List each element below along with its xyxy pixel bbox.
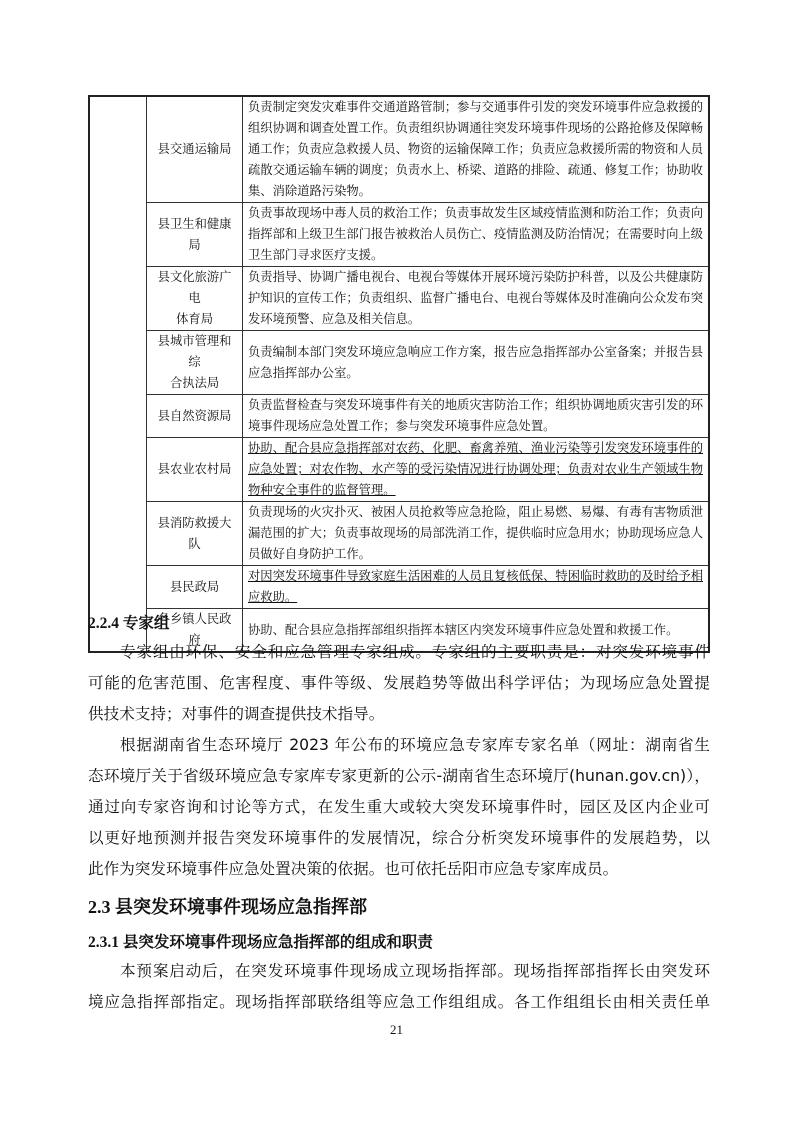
duty-text-line: 负责监督检查与突发环境事件有关的地质灾害防治工作；组织协调地质灾害引发的环 bbox=[248, 398, 703, 412]
department-duty-table bbox=[88, 95, 710, 653]
duty-text-line: 应救助。 bbox=[248, 590, 298, 604]
paragraph-line: 可能的危害范围、危害程度、事件等级、发展趋势等做出科学评估；为现场应急处置提 bbox=[88, 674, 710, 692]
table-row bbox=[89, 203, 709, 267]
page-number: 21 bbox=[390, 1022, 403, 1037]
paragraph-line: 境应急指挥部指定。现场指挥部联络组等应急工作组组成。各工作组组长由相关责任单 bbox=[88, 993, 710, 1011]
duty-text-line: 指挥部和上级卫生部门报告被救治人员伤亡、疫情监测及防治情况；在需要时向上级 bbox=[248, 227, 703, 241]
table-row bbox=[89, 96, 709, 203]
paragraph-onsite-command bbox=[88, 956, 710, 1018]
section-heading-2-3: 2.3 县突发环境事件现场应急指挥部 bbox=[88, 897, 367, 917]
department-name-line: 合执法局 bbox=[169, 376, 220, 390]
department-cell bbox=[147, 438, 243, 502]
department-cell bbox=[147, 203, 243, 267]
paragraph-line: 本预案启动后，在突发环境事件现场成立现场指挥部。现场指挥部指挥长由突发环 bbox=[120, 962, 710, 980]
paragraph-line: 专家组由环保、安全和应急管理专家组成。专家组的主要职责是：对突发环境事件 bbox=[120, 643, 710, 661]
duty-cell bbox=[243, 267, 710, 331]
paragraph-expert-group bbox=[88, 637, 710, 730]
duty-cell bbox=[243, 331, 710, 395]
department-name-line: 县民政局 bbox=[169, 579, 220, 594]
duty-text-line: 负责编制本部门突发环境应急响应工作方案，报告应急指挥部办公室备案；并报告县 bbox=[248, 344, 703, 359]
department-name-line: 县交通运输局 bbox=[157, 142, 232, 156]
department-cell bbox=[147, 331, 243, 395]
department-name-line: 县农业农村局 bbox=[157, 462, 232, 476]
department-cell bbox=[147, 502, 243, 566]
department-name-line: 县城市管理和综 bbox=[157, 334, 232, 369]
duty-text-line: 应急指挥部办公室。 bbox=[248, 365, 359, 380]
duty-cell bbox=[243, 203, 710, 267]
department-name-line: 县卫生和健康局 bbox=[157, 216, 232, 252]
duty-text-line: 漏范围的扩大；负责事故现场的局部洗消工作，提供临时应急用水；协助现场应急人 bbox=[248, 526, 703, 540]
duty-text-line: 通工作；负责应急救援人员、物资的运输保障工作；负责应急救援所需的物资和人员 bbox=[248, 142, 703, 156]
duty-text-line: 协助、配合县应急指挥部组织指挥本辖区内突发环境事件应急处置和救援工作。 bbox=[248, 622, 679, 637]
department-name-line: 体育局 bbox=[176, 312, 214, 326]
duty-text-line: 对因突发环境事件导致家庭生活困难的人员且复核低保、特困临时救助的及时给予相 bbox=[248, 569, 703, 583]
table-row bbox=[89, 267, 709, 331]
duty-cell bbox=[243, 566, 710, 609]
paragraph-expert-list bbox=[88, 730, 710, 885]
department-name-line: 县文化旅游广电 bbox=[157, 270, 232, 305]
table-row bbox=[89, 438, 709, 502]
duty-text-line: 协助、配合县应急指挥部对农药、化肥、畜禽养殖、渔业污染等引发突发环境事件的 bbox=[248, 441, 703, 455]
table-row bbox=[89, 331, 709, 395]
department-name-line: 县消防救援大队 bbox=[157, 515, 232, 551]
duty-text-line: 员做好自身防护工作。 bbox=[248, 547, 371, 561]
paragraph-line: 根据湖南省生态环境厅 2023 年公布的环境应急专家库专家名单（网址：湖南省生 bbox=[120, 736, 710, 754]
paragraph-line: 态环境厅关于省级环境应急专家库专家更新的公示-湖南省生态环境厅(hunan.gov.cn)）， bbox=[88, 767, 710, 785]
duty-text-line: 护知识的宣传工作；负责组织、监督广播电台、电视台等媒体及时准确向公众发布突 bbox=[248, 291, 703, 305]
duty-text-line: 发环境预警、应急及相关信息。 bbox=[248, 312, 421, 326]
department-name-line: 各乡镇人民政府 bbox=[157, 612, 232, 647]
department-name-line: 县自然资源局 bbox=[157, 408, 232, 423]
table-row bbox=[89, 566, 709, 609]
paragraph-line: 以更好地预测并报告突发环境事件的发展情况，综合分析突发环境事件的发展趋势，以 bbox=[88, 829, 710, 847]
duty-text-line: 负责事故现场中毒人员的救治工作；负责事故发生区域疫情监测和防治工作；负责向 bbox=[248, 206, 703, 220]
paragraph-line: 供技术支持；对事件的调查提供技术指导。 bbox=[88, 705, 385, 723]
duty-text-line: 应急处置；对农作物、水产等的受污染情况进行协调处理；负责对农业生产领域生物 bbox=[248, 462, 703, 476]
duty-text-line: 负责指导、协调广播电视台、电视台等媒体开展环境污染防护科普，以及公共健康防 bbox=[248, 270, 703, 284]
department-cell bbox=[147, 566, 243, 609]
category-cell bbox=[89, 96, 147, 652]
duty-cell bbox=[243, 395, 710, 438]
duty-text-line: 疏散交通运输车辆的调度；负责水上、桥梁、道路的排险、疏通、修复工作；协助收 bbox=[248, 163, 703, 177]
duty-text-line: 物种安全事件的监督管理。 bbox=[248, 483, 396, 497]
department-cell bbox=[147, 267, 243, 331]
duty-text-line: 境事件现场应急处置工作；参与突发环境事件应急处置。 bbox=[248, 419, 556, 433]
duty-cell bbox=[243, 438, 710, 502]
section-heading-2-2-4: 2.2.4 专家组 bbox=[88, 615, 170, 632]
department-cell bbox=[147, 395, 243, 438]
paragraph-line: 此作为突发环境事件应急处置决策的依据。也可依托岳阳市应急专家库成员。 bbox=[88, 860, 619, 878]
department-cell bbox=[147, 96, 243, 203]
duty-text-line: 组织协调和调查处置工作。负责组织协调通往突发环境事件现场的公路抢修及保障畅 bbox=[248, 121, 703, 135]
section-heading-2-3-1: 2.3.1 县突发环境事件现场应急指挥部的组成和职责 bbox=[88, 934, 433, 951]
duty-cell bbox=[243, 96, 710, 203]
duty-cell bbox=[243, 502, 710, 566]
duty-text-line: 负责制定突发灾难事件交通道路管制；参与交通事件引发的突发环境事件应急救援的 bbox=[248, 100, 703, 114]
paragraph-line: 通过向专家咨询和讨论等方式，在发生重大或较大突发环境事件时，园区及区内企业可 bbox=[88, 798, 710, 816]
table-row bbox=[89, 502, 709, 566]
duty-text-line: 卫生部门寻求医疗支援。 bbox=[248, 248, 384, 262]
table-row bbox=[89, 395, 709, 438]
duty-text-line: 负责现场的火灾扑灭、被困人员抢救等应急抢险，阻止易燃、易爆、有毒有害物质泄 bbox=[248, 505, 703, 519]
duty-text-line: 集、消除道路污染物。 bbox=[248, 184, 371, 198]
